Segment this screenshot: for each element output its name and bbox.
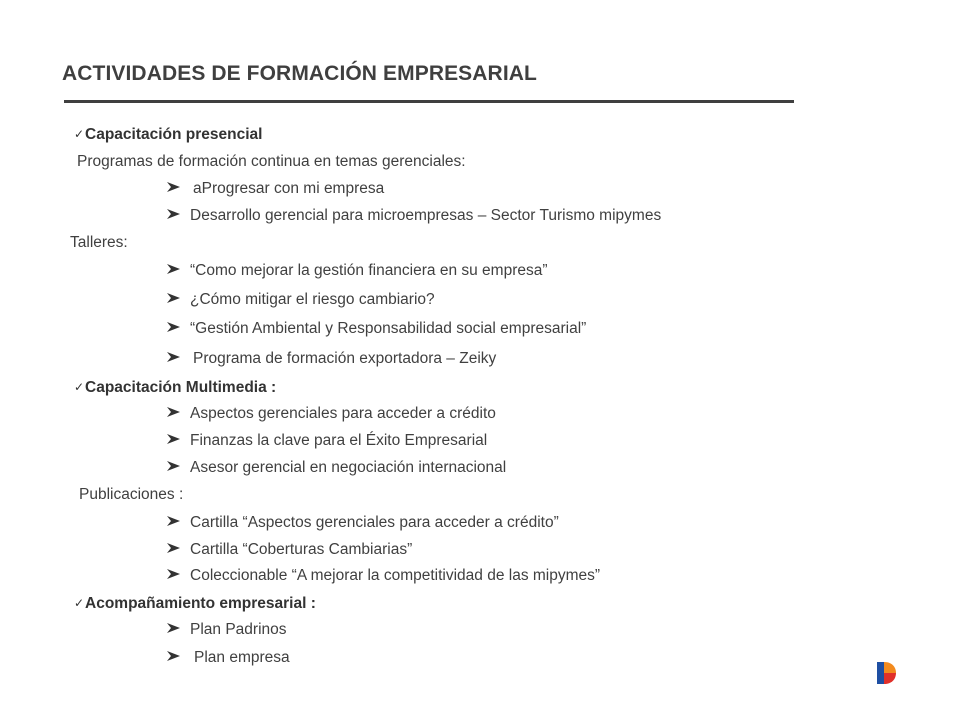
section-heading-acompanamiento: ✓Acompañamiento empresarial : [74, 595, 316, 612]
list-item: Plan Padrinos [166, 620, 287, 640]
arrow-bullet-icon [166, 406, 186, 418]
checkmark-icon: ✓ [74, 596, 85, 610]
checkmark-icon: ✓ [74, 127, 85, 141]
arrow-bullet-icon [166, 542, 186, 554]
arrow-bullet-icon [166, 650, 186, 662]
arrow-bullet-icon [166, 181, 186, 193]
page-title: ACTIVIDADES DE FORMACIÓN EMPRESARIAL [62, 62, 537, 85]
list-item: “Gestión Ambiental y Responsabilidad social empresarial” [166, 319, 586, 339]
list-item: Desarrollo gerencial para microempresas – Sector Turismo mipymes [166, 206, 661, 226]
arrow-bullet-icon [166, 292, 186, 304]
list-item: Cartilla “Coberturas Cambiarias” [166, 540, 412, 560]
arrow-bullet-icon [166, 351, 186, 363]
checkmark-icon: ✓ [74, 380, 85, 394]
section-heading-multimedia: ✓Capacitación Multimedia : [74, 379, 277, 396]
list-item: ¿Cómo mitigar el riesgo cambiario? [166, 290, 435, 310]
list-item: Aspectos gerenciales para acceder a crédito [166, 404, 496, 424]
list-item: Plan empresa [166, 648, 290, 668]
list-item: “Como mejorar la gestión financiera en su empresa” [166, 261, 548, 281]
talleres-label: Talleres: [70, 234, 128, 251]
title-underline [64, 100, 794, 103]
list-item: Asesor gerencial en negociación internacional [166, 458, 506, 478]
arrow-bullet-icon [166, 460, 186, 472]
list-item: aProgresar con mi empresa [166, 179, 384, 199]
arrow-bullet-icon [166, 515, 186, 527]
list-item: Finanzas la clave para el Éxito Empresarial [166, 431, 487, 451]
publicaciones-label: Publicaciones : [79, 486, 184, 503]
arrow-bullet-icon [166, 568, 186, 580]
arrow-bullet-icon [166, 321, 186, 333]
arrow-bullet-icon [166, 263, 186, 275]
arrow-bullet-icon [166, 622, 186, 634]
arrow-bullet-icon [166, 433, 186, 445]
list-item: Programa de formación exportadora – Zeiky [166, 349, 496, 369]
list-item: Cartilla “Aspectos gerenciales para acceder a crédito” [166, 513, 559, 533]
list-item: Coleccionable “A mejorar la competitividad de las mipymes” [166, 566, 600, 586]
brand-logo-icon [874, 660, 898, 686]
programas-intro: Programas de formación continua en temas gerenciales: [77, 153, 466, 170]
arrow-bullet-icon [166, 208, 186, 220]
section-heading-presencial: ✓Capacitación presencial [74, 126, 263, 143]
